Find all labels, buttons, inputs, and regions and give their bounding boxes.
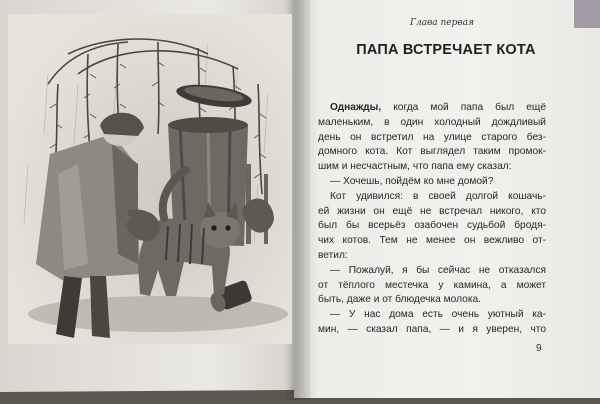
text-line-content: был бы всерьёз озабочен судьбой бродя-: [318, 220, 546, 232]
text-line-content: — Пожалуй, я бы сейчас не отказался: [330, 264, 546, 276]
text-line-bold-start: Однажды,: [330, 102, 382, 113]
running-head: Глава первая: [410, 18, 474, 28]
story-text: [318, 101, 546, 338]
text-line: [318, 205, 546, 220]
text-line: [318, 219, 546, 234]
text-line: [318, 116, 546, 131]
text-line: [318, 323, 546, 338]
text-line-content: маленьким, в один холодный дождливый: [318, 116, 546, 128]
text-line-content: от тёплого местечка у камина, а может: [318, 279, 546, 291]
text-line-content: день он встретил на улице старого без-: [318, 131, 546, 143]
text-line: [318, 264, 546, 279]
text-line-content: чих котов. Тем не менее он вежливо от-: [318, 235, 546, 247]
text-line: [318, 101, 546, 116]
text-line-content: ей жизни он ещё не встречал никого, кто: [318, 205, 546, 217]
text-line-content: быть, даже и от блюдечка молока.: [318, 294, 482, 306]
text-line: [318, 190, 546, 205]
text-line-content: ветил:: [318, 249, 348, 261]
illustration-boy-and-cat: [8, 14, 292, 344]
text-line: [318, 175, 546, 190]
text-line: [318, 279, 546, 294]
text-line-content: мин, — сказал папа, — и я уверен, что: [318, 323, 546, 335]
text-line-content: Кот удивился: в своей долгой кошачь-: [330, 190, 546, 202]
text-line: [318, 160, 546, 175]
text-line-content: — Хочешь, пойдём ко мне домой?: [330, 175, 494, 187]
text-line: [318, 249, 546, 264]
text-line-content: шим и несчастным, что папа ему сказал:: [318, 161, 512, 173]
text-line: [318, 145, 546, 160]
chapter-title: ПАПА ВСТРЕЧАЕТ КОТА: [356, 42, 536, 58]
page-number: 9: [536, 343, 542, 354]
text-line: [318, 293, 546, 308]
text-line: [318, 234, 546, 249]
text-line: [318, 131, 546, 146]
text-line-content: когда мой папа был ещё: [381, 102, 546, 113]
bookmark-corner: [574, 0, 600, 28]
text-line-content: домного кота. Кот выглядел таким промок-: [318, 146, 546, 158]
text-line: [318, 308, 546, 323]
text-line-content: — У нас дома есть очень уютный ка-: [330, 309, 546, 321]
